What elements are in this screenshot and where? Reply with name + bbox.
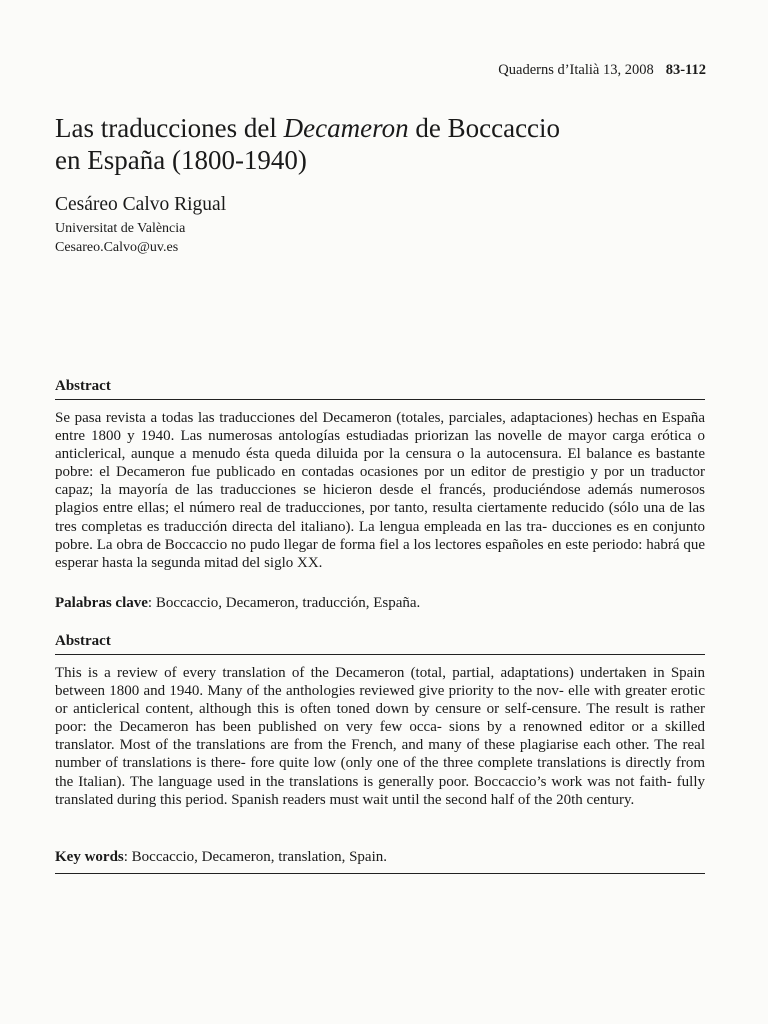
- keywords-en: [55, 848, 705, 866]
- title-italic: Decameron: [283, 113, 409, 143]
- abstract-en-line: fully translated during this period. Spanish readers must wait until the second half of the: [55, 773, 706, 808]
- running-head: [498, 62, 706, 79]
- abstract-en-heading: Abstract: [55, 633, 111, 649]
- abstract-es-line: censura o la autocensura. El balance es bastante pobre: el Decameron fue publicado en: [55, 446, 705, 481]
- abstract-end-rule: [55, 873, 705, 874]
- abstract-es-heading: Abstract: [55, 378, 111, 394]
- abstract-en-rule: [55, 654, 705, 655]
- keywords-es-label: Palabras clave: [55, 595, 148, 611]
- abstract-es-line: ellas; el número real de traducciones, por tanto, resulta ciertamente reducido (sólo una: [137, 500, 665, 517]
- abstract-es-line: lectores españoles en este periodo: habrá que esperar hasta la segunda mitad del siglo XX.: [55, 536, 706, 571]
- article-title: [55, 112, 715, 176]
- abstract-en-line: The language used in the translations is generally poor. Boccaccio’s work was not faith-: [129, 773, 672, 790]
- author-name: Cesáreo Calvo Rigual: [55, 194, 227, 215]
- abstract-es-rule: [55, 399, 705, 400]
- title-line-2: en España (1800-1940): [55, 145, 307, 175]
- keywords-es-list: : Boccaccio, Decameron, traducción, España.: [147, 595, 421, 611]
- abstract-en-text: [55, 664, 705, 809]
- abstract-es-line: Se pasa revista a todas las traducciones del Decameron (totales, parciales, adaptaciones): [55, 410, 593, 426]
- abstract-en-line: in Spain between 1800 and 1940. Many of the anthologies reviewed give priority to the nov-: [55, 665, 706, 700]
- title-part-1: Las traducciones del: [55, 113, 284, 143]
- abstract-es-line: novelle de mayor carga erótica o anticlerical, aunque a menudo ésta queda diluida por la: [55, 428, 705, 463]
- affiliation: Universitat de València: [55, 221, 186, 236]
- abstract-en-line: French, and many of these plagiarise each other. The real number of translations is there-: [55, 737, 705, 772]
- keywords-en-list: : Boccaccio, Decameron, translation, Spain.: [123, 849, 387, 865]
- abstract-en-line: elle with greater erotic or anticlerical content, although this is often toned down by censure: [55, 683, 705, 718]
- abstract-en-line: This is a review of every translation of the Decameron (total, partial, adaptations) undertaken: [55, 665, 647, 681]
- author-email: Cesareo.Calvo@uv.es: [55, 240, 179, 255]
- abstract-en-line: sions by a renowned editor or a skilled translator. Most of the translations are from the: [55, 719, 705, 754]
- abstract-es-line: contadas ocasiones por un editor de prestigio y por un traductor capaz; la mayoría de las: [55, 464, 706, 499]
- keywords-es: [55, 594, 705, 612]
- author-affiliation-block: [55, 219, 185, 257]
- abstract-es-line: traducciones se hicieron desde el francés, produciéndose además numerosos plagios entre: [55, 482, 706, 517]
- abstract-en-line: 20th century.: [556, 791, 635, 808]
- page-range: 83-112: [665, 62, 706, 78]
- abstract-en-line: fore quite low (only one of the three complete translations is directly from the Italian).: [55, 755, 706, 790]
- abstract-es-line: hechas en España entre 1800 y 1940. Las numerosas antologías estudiadas priorizan las: [55, 410, 705, 445]
- abstract-en-line: or self-censure. The result is rather poor: the Decameron has been published on very few occa-: [55, 701, 705, 736]
- abstract-es-line: ducciones es en conjunto pobre. La obra de Boccaccio no pudo llegar de forma fiel a los: [55, 518, 705, 553]
- journal-citation: Quaderns d’Italià 13, 2008: [498, 62, 654, 78]
- abstract-es-line: de las tres completas es traducción directa del italiano). La lengua empleada en las tra-: [55, 500, 706, 535]
- keywords-en-label: Key words: [55, 849, 124, 865]
- title-part-2: de Boccaccio: [408, 113, 561, 143]
- abstract-es-text: [55, 409, 705, 572]
